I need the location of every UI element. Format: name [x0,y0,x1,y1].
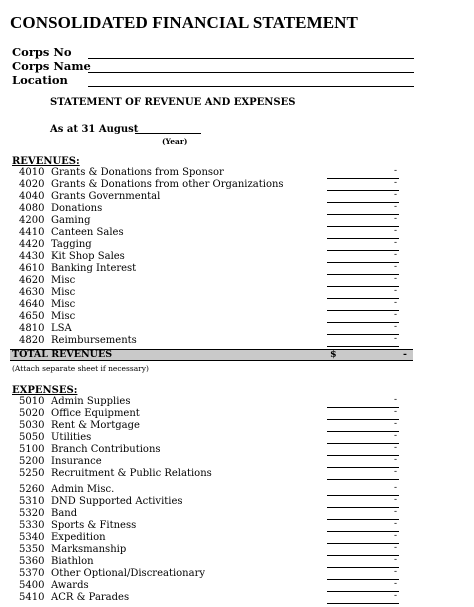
account-name: Misc [51,287,76,298]
year-label: (Year) [162,137,188,146]
account-code: 5320 [19,508,45,519]
account-code: 5030 [19,420,45,431]
account-code: 4810 [19,323,45,334]
amount-field[interactable] [327,299,399,311]
amount-value: - [393,298,397,308]
account-code: 5410 [19,592,45,603]
account-name: Branch Contributions [51,444,161,455]
account-code: 5370 [19,568,45,579]
amount-value: - [393,310,397,320]
account-name: Misc [51,299,76,310]
amount-field[interactable] [327,468,399,480]
account-code: 5360 [19,556,45,567]
amount-value: - [393,226,397,236]
amount-value: - [393,467,397,477]
line-item-row [0,396,474,408]
account-code: 5200 [19,456,45,467]
location-field[interactable] [88,86,414,87]
amount-value: - [393,507,397,517]
line-item-row [0,556,474,568]
amount-field[interactable] [327,335,399,347]
total-revenues-row [10,349,413,361]
amount-value: - [393,443,397,453]
amount-field[interactable] [327,556,399,568]
corps-name-label: Corps Name [12,59,91,73]
line-item-row [0,323,474,335]
line-item-row [0,311,474,323]
account-code: 5330 [19,520,45,531]
line-item-row [0,484,474,496]
line-item-row [0,167,474,179]
amount-field[interactable] [327,239,399,251]
line-item-row [0,239,474,251]
as-at-label: As at 31 August [50,124,139,135]
amount-value: - [393,202,397,212]
amount-field[interactable] [327,179,399,191]
year-field[interactable] [135,133,201,134]
account-name: ACR & Parades [51,592,130,603]
amount-value: - [393,531,397,541]
line-item-row [0,215,474,227]
amount-value: - [393,519,397,529]
amount-field[interactable] [327,215,399,227]
amount-field[interactable] [327,311,399,323]
amount-value: - [393,483,397,493]
page-title: CONSOLIDATED FINANCIAL STATEMENT [10,13,358,32]
amount-value: - [393,238,397,248]
account-code: 5260 [19,484,45,495]
account-code: 5010 [19,396,45,407]
line-item-row [0,568,474,580]
account-name: Kit Shop Sales [51,251,125,262]
line-item-row [0,408,474,420]
amount-field[interactable] [327,275,399,287]
account-name: Sports & Fitness [51,520,137,531]
corps-no-field[interactable] [88,58,414,59]
statement-subtitle: STATEMENT OF REVENUE AND EXPENSES [50,97,296,108]
amount-field[interactable] [327,191,399,203]
account-name: Recruitment & Public Relations [51,468,212,479]
account-name: Utilities [51,432,92,443]
account-name: Grants Governmental [51,191,161,202]
account-name: Admin Supplies [51,396,131,407]
account-name: Insurance [51,456,102,467]
account-name: Other Optional/Discreationary [51,568,206,579]
account-name: Canteen Sales [51,227,124,238]
amount-value: - [393,262,397,272]
account-code: 4430 [19,251,45,262]
amount-value: - [393,322,397,332]
corps-no-label: Corps No [12,45,72,59]
account-name: Marksmanship [51,544,127,555]
line-item-row [0,287,474,299]
account-name: Rent & Mortgage [51,420,140,431]
amount-field[interactable] [327,444,399,456]
amount-value: - [393,166,397,176]
amount-value: - [393,395,397,405]
amount-field[interactable] [327,227,399,239]
account-name: Banking Interest [51,263,137,274]
line-item-row [0,251,474,263]
revenues-heading: REVENUES: [12,156,80,167]
amount-field[interactable] [327,323,399,335]
account-code: 4020 [19,179,45,190]
currency-symbol: $ [330,349,337,360]
amount-value: - [393,274,397,284]
amount-value: - [393,431,397,441]
account-name: Tagging [51,239,92,250]
amount-value: - [393,250,397,260]
line-item-row [0,496,474,508]
total-revenues-label: TOTAL REVENUES [12,349,113,360]
line-item-row [0,335,474,347]
account-code: 4630 [19,287,45,298]
account-code: 5400 [19,580,45,591]
amount-field[interactable] [327,420,399,432]
line-item-row [0,263,474,275]
line-item-row [0,592,474,604]
total-revenues-value: - [403,349,407,360]
amount-field[interactable] [327,287,399,299]
account-code: 4820 [19,335,45,346]
line-item-row [0,179,474,191]
account-code: 4410 [19,227,45,238]
account-code: 5310 [19,496,45,507]
account-code: 5340 [19,532,45,543]
line-item-row [0,508,474,520]
expenses-heading: EXPENSES: [12,385,78,396]
account-name: Misc [51,311,76,322]
amount-value: - [393,178,397,188]
account-code: 5250 [19,468,45,479]
amount-field[interactable] [327,456,399,468]
line-item-row [0,420,474,432]
account-code: 4080 [19,203,45,214]
account-code: 4010 [19,167,45,178]
amount-field[interactable] [327,520,399,532]
account-name: Expedition [51,532,106,543]
account-code: 4650 [19,311,45,322]
account-name: Reimbursements [51,335,137,346]
amount-field[interactable] [327,408,399,420]
amount-field[interactable] [327,568,399,580]
amount-field[interactable] [327,508,399,520]
account-code: 5050 [19,432,45,443]
line-item-row [0,227,474,239]
account-name: Grants & Donations from other Organizations [51,179,284,190]
corps-name-field[interactable] [88,72,414,73]
amount-field[interactable] [327,396,399,408]
account-code: 4640 [19,299,45,310]
line-item-row [0,456,474,468]
amount-value: - [393,567,397,577]
account-name: Admin Misc. [51,484,115,495]
line-item-row [0,203,474,215]
amount-field[interactable] [327,544,399,556]
account-code: 5350 [19,544,45,555]
amount-value: - [393,591,397,601]
account-name: DND Supported Activities [51,496,183,507]
account-code: 5020 [19,408,45,419]
account-name: Misc [51,275,76,286]
account-code: 4610 [19,263,45,274]
amount-value: - [393,419,397,429]
account-name: Donations [51,203,103,214]
account-code: 4620 [19,275,45,286]
line-item-row [0,275,474,287]
account-code: 4200 [19,215,45,226]
amount-value: - [393,407,397,417]
amount-field[interactable] [327,496,399,508]
amount-value: - [393,334,397,344]
account-name: Grants & Donations from Sponsor [51,167,224,178]
line-item-row [0,191,474,203]
line-item-row [0,468,474,480]
account-code: 4040 [19,191,45,202]
amount-field[interactable] [327,167,399,179]
attach-note: (Attach separate sheet if necessary) [12,364,149,373]
amount-value: - [393,190,397,200]
amount-field[interactable] [327,203,399,215]
account-name: Gaming [51,215,91,226]
line-item-row [0,580,474,592]
account-code: 4420 [19,239,45,250]
account-name: Biathlon [51,556,94,567]
line-item-row [0,444,474,456]
line-item-row [0,532,474,544]
amount-field[interactable] [327,532,399,544]
amount-value: - [393,495,397,505]
line-item-row [0,520,474,532]
amount-field[interactable] [327,263,399,275]
account-code: 5100 [19,444,45,455]
account-name: Office Equipment [51,408,140,419]
amount-field[interactable] [327,484,399,496]
amount-value: - [393,286,397,296]
account-name: LSA [51,323,72,334]
amount-value: - [393,214,397,224]
amount-field[interactable] [327,592,399,604]
amount-value: - [393,543,397,553]
account-name: Band [51,508,78,519]
line-item-row [0,432,474,444]
line-item-row [0,544,474,556]
account-name: Awards [51,580,89,591]
amount-field[interactable] [327,580,399,592]
line-item-row [0,299,474,311]
amount-value: - [393,455,397,465]
amount-value: - [393,555,397,565]
amount-value: - [393,579,397,589]
location-label: Location [12,73,68,87]
amount-field[interactable] [327,251,399,263]
amount-field[interactable] [327,432,399,444]
